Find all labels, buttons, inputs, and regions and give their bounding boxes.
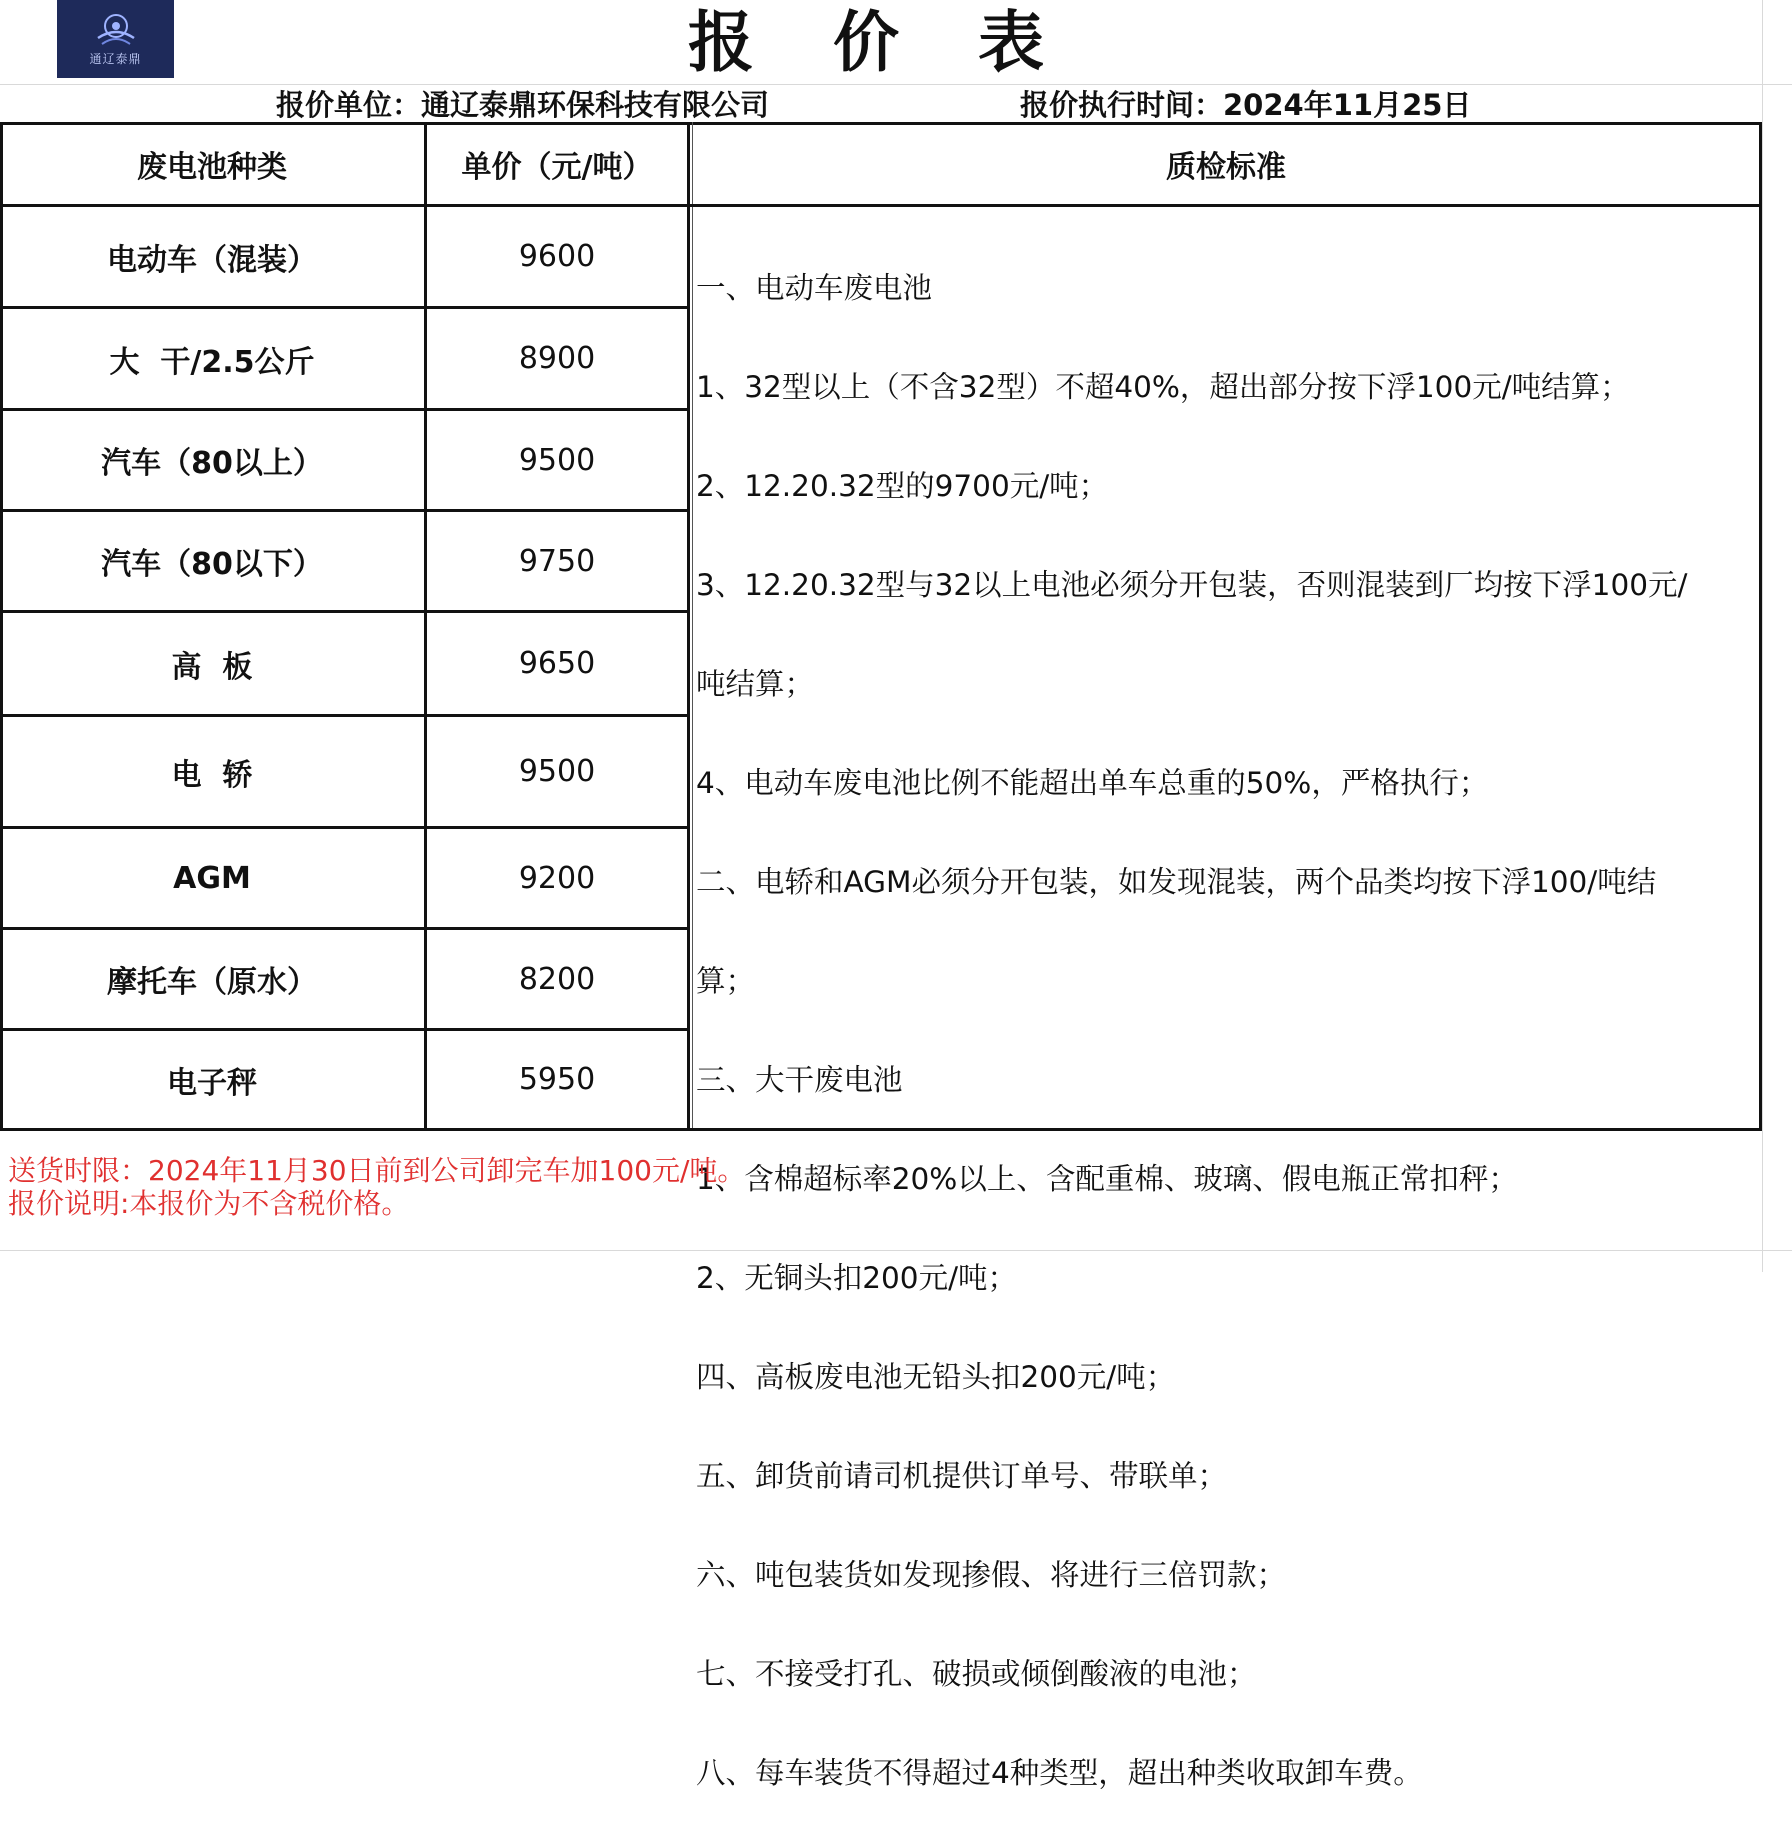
page-title: 报 价 表 — [688, 4, 1072, 81]
row-name-motorcycle: 摩托车（原水） — [107, 965, 317, 1000]
row-name-scale: 电子秤 — [167, 1065, 257, 1101]
row-name-car-below80: 汽车（80以下） — [101, 547, 323, 582]
row-price-car-above80: 9500 — [518, 442, 596, 478]
row-name-car-above80: 汽车（80以上） — [101, 446, 323, 481]
qc-line: 算； — [696, 964, 756, 998]
row-price-motorcycle: 8200 — [518, 961, 596, 997]
qc-line: 吨结算； — [696, 667, 815, 701]
row-price-dianjiao: 9500 — [518, 754, 596, 789]
qc-line: 二、电轿和AGM必须分开包装，如发现混装，两个品类均按下浮100/吨结 — [696, 865, 1657, 899]
company-label: 报价单位：通辽泰鼎环保科技有限公司 — [276, 88, 770, 122]
qc-line: 4、电动车废电池比例不能超出单车总重的50%，严格执行； — [696, 766, 1489, 800]
qc-line: 3、12.20.32型与32以上电池必须分开包装，否则混装到厂均按下浮100元/ — [696, 568, 1688, 602]
row-name-dagan: 大 干/2.5公斤 — [109, 344, 315, 380]
qc-line: 2、12.20.32型的9700元/吨； — [696, 469, 1109, 503]
row-name-agm: AGM — [173, 860, 251, 896]
header-price: 单价（元/吨） — [461, 150, 653, 185]
qc-line: 五、卸货前请司机提供订单号、带联单； — [696, 1459, 1228, 1493]
row-price-dagan: 8900 — [518, 341, 596, 376]
row-price-gaoban: 9650 — [518, 646, 596, 681]
row-price-agm: 9200 — [518, 860, 596, 896]
col-divider-2 — [687, 122, 690, 1131]
qc-line: 七、不接受打孔、破损或倾倒酸液的电池； — [696, 1657, 1257, 1691]
header-type: 废电池种类 — [137, 150, 287, 185]
qc-line: 八、每车装货不得超过4种类型，超出种类收取卸车费。 — [696, 1756, 1423, 1790]
qc-line: 四、高板废电池无铅头扣200元/吨； — [696, 1360, 1176, 1394]
grid-bottom-line — [0, 1250, 1792, 1251]
grid-right-line — [1762, 0, 1763, 1272]
header-qc: 质检标准 — [1166, 150, 1286, 185]
col-divider-3 — [692, 122, 693, 1131]
row-name-gaoban: 高 板 — [171, 649, 253, 685]
qc-line: 一、电动车废电池 — [696, 271, 933, 305]
price-note: 报价说明:本报价为不含税价格。 — [8, 1187, 410, 1220]
row-price-ev-mixed: 9600 — [518, 239, 596, 274]
row-name-ev-mixed: 电动车（混装） — [107, 242, 317, 278]
qc-line: 1、32型以上（不含32型）不超40%，超出部分按下浮100元/吨结算； — [696, 370, 1630, 404]
grid-top-line — [0, 84, 1792, 85]
qc-line: 六、吨包装货如发现掺假、将进行三倍罚款； — [696, 1558, 1287, 1592]
row-price-scale: 5950 — [518, 1062, 596, 1097]
qc-standards-text — [696, 206, 1756, 1823]
qc-line: 2、无铜头扣200元/吨； — [696, 1261, 1018, 1295]
logo-text: 通辽泰鼎 — [89, 51, 142, 66]
qc-line: 1、含棉超标率20%以上、含配重棉、玻璃、假电瓶正常扣秤； — [696, 1162, 1518, 1196]
row-name-dianjiao: 电 轿 — [171, 757, 253, 793]
row-price-car-below80: 9750 — [518, 543, 596, 579]
exec-time-label: 报价执行时间：2024年11月25日 — [1020, 88, 1472, 122]
qc-line: 三、大干废电池 — [696, 1063, 903, 1097]
delivery-note: 送货时限：2024年11月30日前到公司卸完车加100元/吨。 — [8, 1154, 746, 1187]
